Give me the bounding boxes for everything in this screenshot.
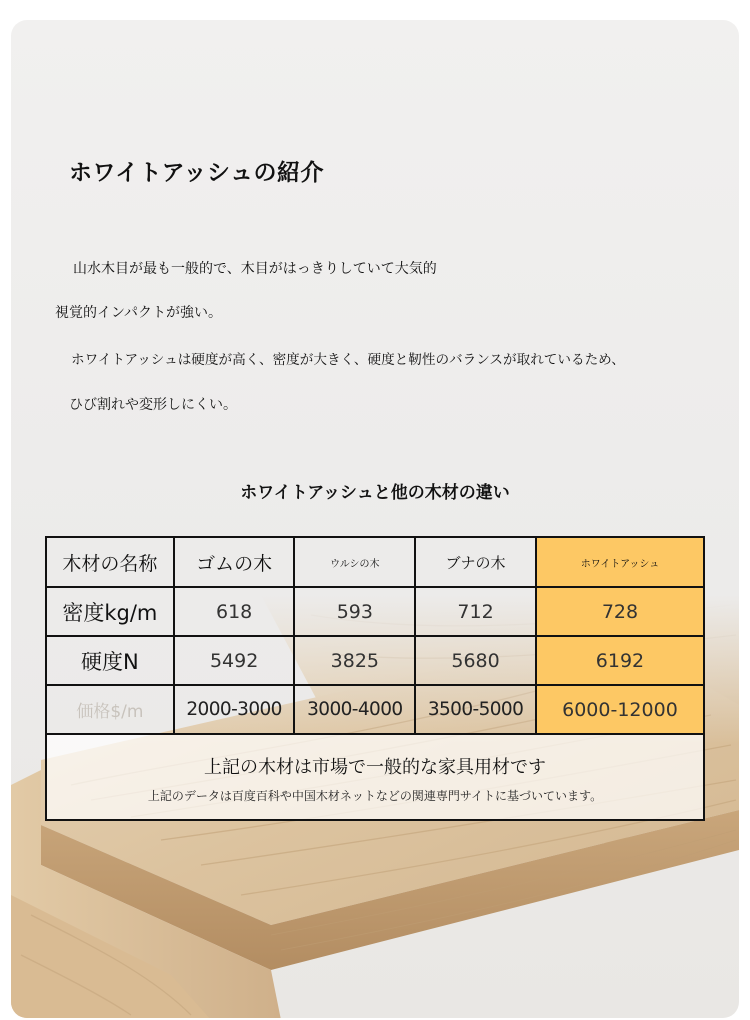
intro-paragraph-4: ひび割れや変形しにくい。 xyxy=(69,397,237,413)
table-cell-highlight: 6000-12000 xyxy=(536,685,704,734)
header-cell-white-ash: ホワイトアッシュ xyxy=(536,537,704,587)
table-note-cell xyxy=(46,734,704,820)
header-cell-rubberwood: ゴムの木 xyxy=(174,537,295,587)
table-header-row xyxy=(46,537,704,587)
note-main-text: 上記の木材は市場で一般的な家具用材です xyxy=(204,756,546,778)
header-cell-sumac: ウルシの木 xyxy=(294,537,415,587)
row-label-hardness: 硬度N xyxy=(46,636,174,685)
table-note-row xyxy=(46,734,704,820)
row-label-density: 密度kg/m xyxy=(46,587,174,636)
table-cell: 3000-4000 xyxy=(294,685,415,734)
table-cell: 618 xyxy=(174,587,295,636)
section-title: ホワイトアッシュの紹介 xyxy=(69,160,325,186)
intro-paragraph-3: ホワイトアッシュは硬度が高く、密度が大きく、硬度と靭性のバランスが取れているため、 xyxy=(71,352,625,368)
content-card xyxy=(11,20,739,1018)
table-cell: 593 xyxy=(294,587,415,636)
table-row xyxy=(46,636,704,685)
note-source-text: 上記のデータは百度百科や中国木材ネットなどの関連専門サイトに基づいています。 xyxy=(147,788,603,803)
table-cell: 5680 xyxy=(415,636,536,685)
header-cell-beech: ブナの木 xyxy=(415,537,536,587)
table-cell: 2000-3000 xyxy=(174,685,295,734)
row-label-price: 価格$/m xyxy=(46,685,174,734)
header-cell-name: 木材の名称 xyxy=(46,537,174,587)
intro-paragraph-1: 山水木目が最も一般的で、木目がはっきりしていて大気的 xyxy=(73,261,437,277)
table-row xyxy=(46,587,704,636)
table-row xyxy=(46,685,704,734)
intro-paragraph-2: 視覚的インパクトが強い。 xyxy=(55,305,223,321)
comparison-table xyxy=(45,536,705,821)
comparison-title: ホワイトアッシュと他の木材の違い xyxy=(240,483,510,503)
table-cell: 3500-5000 xyxy=(415,685,536,734)
table-cell-highlight: 6192 xyxy=(536,636,704,685)
table-cell: 3825 xyxy=(294,636,415,685)
table-cell: 712 xyxy=(415,587,536,636)
table-cell: 5492 xyxy=(174,636,295,685)
table-cell-highlight: 728 xyxy=(536,587,704,636)
